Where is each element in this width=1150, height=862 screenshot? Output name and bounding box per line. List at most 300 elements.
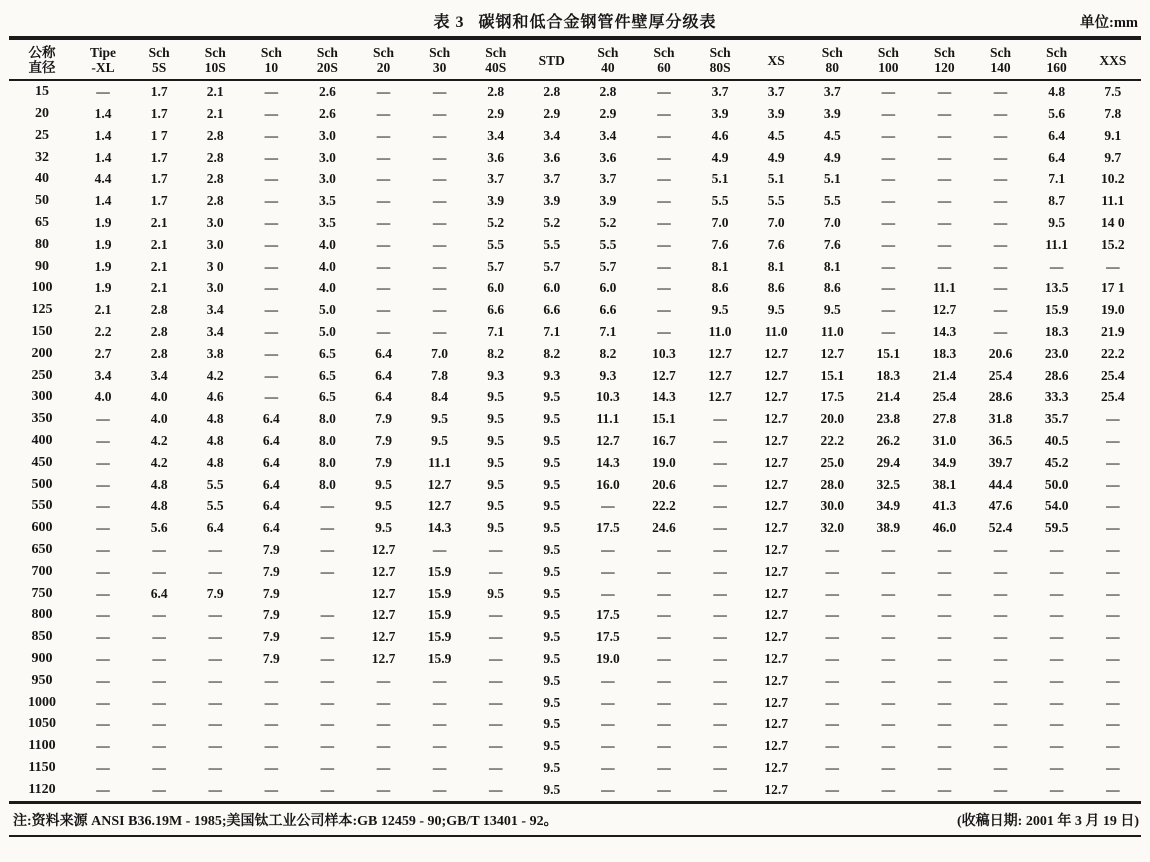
table-cell: 4.6 [206,389,224,405]
table-cell: 10.2 [1101,171,1125,187]
table-cell: — [937,694,952,710]
table-cell: 2.1 [150,215,168,230]
row-label-dn: 400 [31,432,53,448]
table-cell: — [96,411,110,427]
table-cell: — [152,672,166,688]
table-cell: 3.7 [823,84,841,100]
table-cell: — [432,672,447,688]
table-cell: 4.4 [94,171,112,187]
table-cell: — [432,149,447,165]
table-cell: — [264,84,279,100]
table-cell: — [208,759,222,775]
table-cell: — [320,650,335,666]
schedule-table-wrap [9,36,1141,804]
table-cell: — [993,781,1008,797]
table-cell: — [208,672,222,688]
table-cell: 3.0 [206,236,224,252]
table-cell: 32.0 [820,520,845,536]
column-header: Sch 100 [860,38,916,80]
table-cell: 12.7 [764,345,788,361]
table-cell: 2.8 [543,84,561,100]
table-cell: — [993,127,1008,143]
table-cell: — [937,672,952,688]
table-cell: 4.0 [318,280,336,296]
page-title [122,9,1028,32]
table-cell: — [937,585,952,601]
table-cell: 5.2 [543,215,561,230]
table-cell: — [1106,498,1120,514]
table-cell: — [657,149,671,165]
column-header: Sch 40 [580,38,636,80]
table-cell: 9.1 [1104,127,1122,143]
table-cell: — [432,694,447,710]
table-cell: — [264,193,279,209]
table-cell: — [264,694,279,710]
table-cell: 1.7 [150,106,168,122]
table-cell: 7.0 [823,215,841,230]
table-cell: 12.7 [371,585,396,601]
table-cell: 9.5 [543,585,561,601]
table-cell: 3.0 [318,127,336,143]
table-cell: — [881,585,896,601]
table-cell: 7.9 [262,563,280,579]
table-cell: 12.7 [764,607,788,623]
table-cell: 1.4 [94,149,112,165]
table-cell: — [96,781,110,797]
table-cell: — [657,236,671,252]
table-cell: 7.1 [1048,171,1066,187]
table-cell: — [881,106,896,122]
table-cell: — [96,563,110,579]
table-cell: — [993,607,1008,623]
table-cell: — [208,694,222,710]
table-cell: — [657,106,671,122]
table-cell: 3.4 [150,367,168,383]
table-cell: 7.1 [487,323,505,339]
table-row [9,365,1141,387]
table-cell: 9.5 [487,476,505,492]
table-cell: 12.7 [371,607,396,623]
table-cell: — [713,520,727,536]
column-header: Sch 140 [973,38,1029,80]
table-cell: — [320,520,335,536]
table-cell: 7.9 [262,585,280,601]
table-cell: — [152,759,166,775]
table-cell: 34.9 [876,498,901,514]
table-cell: 3.9 [487,193,505,209]
table-cell: — [937,607,952,623]
table-cell: — [1106,476,1120,492]
table-cell: 6.4 [262,454,280,470]
table-cell: — [152,781,166,797]
table-cell: 9.5 [767,302,785,318]
column-header: Sch 120 [916,38,972,80]
table-cell: 6.4 [375,367,392,383]
table-cell: — [1049,781,1064,797]
table-cell: — [96,716,110,732]
table-cell: — [1106,759,1120,775]
table-cell: 7.6 [823,236,841,252]
table-cell: — [152,541,166,557]
table-cell: 2.8 [150,345,168,361]
table-cell: 9.5 [543,694,561,710]
table-cell: 19.0 [1101,302,1125,318]
table-cell: — [488,607,503,623]
table-cell: 6.5 [318,345,336,361]
table-cell: — [432,280,447,296]
table-cell: 18.3 [876,367,901,383]
table-cell: 31.8 [988,411,1013,427]
table-cell: — [320,629,335,645]
table-cell: 2.8 [487,84,505,100]
table-cell: 3.9 [599,193,617,209]
table-cell: 4.8 [206,454,224,470]
table-cell: — [376,672,391,688]
table-cell: — [208,541,222,557]
table-cell: — [993,302,1008,318]
column-header: Sch 20S [299,38,355,80]
table-cell: 7.0 [767,215,785,230]
table-cell: 9.5 [543,650,561,666]
row-label-dn: 1150 [28,759,56,775]
table-cell: — [713,759,727,775]
row-label-dn: 15 [35,84,49,100]
row-label-dn: 500 [31,476,53,492]
row-label-dn: 200 [31,345,53,361]
table-cell: — [432,716,447,732]
unit-label: 单位:mm [1080,15,1138,31]
table-cell: 14 0 [1101,215,1125,230]
table-cell: 9.5 [487,498,505,514]
footer-note-bar [9,804,1141,837]
table-cell: 11.1 [428,454,452,470]
table-cell: 9.5 [543,759,561,775]
table-cell: — [96,585,110,601]
table-cell: 8.6 [823,280,841,296]
table-cell: 8.2 [487,345,505,361]
table-cell: — [937,171,952,187]
column-header: STD [524,38,580,80]
table-cell: 1.9 [94,215,112,230]
table-cell: 9.5 [543,498,561,514]
table-cell: 31.0 [932,432,957,448]
table-cell: — [881,672,896,688]
table-cell: — [488,759,503,775]
table-cell: — [937,258,952,274]
table-cell: — [601,781,615,797]
table-cell: 23.0 [1044,345,1069,361]
table-cell: — [825,738,840,754]
table-cell: 4.9 [823,149,841,165]
table-cell: 1.7 [150,171,168,187]
table-cell: 10.3 [596,389,620,405]
table-cell: — [993,629,1008,645]
table-cell: 2.8 [206,149,224,165]
table-cell: — [657,302,671,318]
table-row [9,604,1141,626]
table-cell: — [376,236,391,252]
row-label-dn: 750 [31,585,53,601]
table-row [9,452,1141,474]
table-cell: 2.1 [206,106,224,122]
table-row [9,648,1141,670]
table-cell: 9.5 [543,563,561,579]
table-cell: 9.5 [543,672,561,688]
table-cell: 8.6 [711,280,729,296]
table-cell: — [993,280,1008,296]
table-cell: — [208,738,222,754]
table-cell: 28.6 [1044,367,1069,383]
table-cell: 5.5 [711,193,729,209]
table-cell: — [1049,629,1064,645]
table-cell: — [937,193,952,209]
table-cell: 9.5 [375,476,392,492]
table-cell: — [152,629,166,645]
table-row [9,626,1141,648]
table-cell: — [376,302,391,318]
table-cell: 9.3 [487,367,505,383]
table-cell: 2.6 [318,84,336,100]
table-cell: — [1106,454,1120,470]
table-cell: — [264,127,279,143]
table-cell: — [1106,541,1120,557]
table-cell: 3.6 [543,149,561,165]
table-cell: — [96,520,110,536]
row-label-dn: 65 [35,215,49,230]
table-cell: 4.5 [823,127,841,143]
table-cell: — [713,607,727,623]
table-cell: — [488,716,503,732]
table-cell: 11.1 [596,411,620,427]
table-cell: 7.6 [711,236,729,252]
table-cell: 15.9 [427,585,452,601]
table-cell: — [993,84,1008,100]
table-cell: 22.2 [1101,345,1125,361]
table-cell: 12.7 [371,629,396,645]
table-cell: 8.1 [767,258,785,274]
table-cell: — [376,759,391,775]
table-cell: 17.5 [596,607,620,623]
table-cell: 1.7 [150,84,168,100]
table-cell: — [881,193,896,209]
table-cell: 4.2 [150,454,168,470]
table-cell: 4.8 [150,476,168,492]
table-row [9,757,1141,779]
table-row [9,670,1141,692]
table-row [9,408,1141,430]
table-cell: — [825,672,840,688]
table-cell: — [657,629,671,645]
table-cell: 3.4 [206,323,224,339]
table-cell: 34.9 [932,454,957,470]
table-cell: 22.2 [820,432,845,448]
table-cell: — [657,563,671,579]
table-cell: 6.6 [487,302,505,318]
table-cell: 2.9 [487,106,505,122]
table-cell: — [937,541,952,557]
table-cell: — [881,323,896,339]
table-cell: 11.0 [708,323,732,339]
table-cell: 12.7 [427,498,452,514]
table-cell: 12.7 [764,498,788,514]
table-cell: 5.7 [599,258,617,274]
table-cell: 8.0 [318,476,336,492]
table-cell: 6.4 [262,432,280,448]
table-cell: — [1049,650,1064,666]
table-cell: 12.7 [764,411,788,427]
table-cell: 4.8 [150,498,168,514]
table-cell: 12.7 [371,541,396,557]
table-cell: 35.7 [1044,411,1069,427]
table-cell: 2.8 [206,127,224,143]
table-cell: 15.1 [876,345,901,361]
table-cell: — [376,258,391,274]
column-header: Sch 10S [187,38,243,80]
table-row [9,517,1141,539]
table-cell: 9.5 [543,520,561,536]
table-cell: 3.7 [543,171,561,187]
table-row [9,103,1141,125]
table-cell: 28.6 [988,389,1013,405]
table-cell: 19.0 [596,650,620,666]
table-cell: — [432,323,447,339]
table-cell: — [96,498,110,514]
table-cell: — [432,236,447,252]
table-cell: 12.7 [764,563,788,579]
table-cell: 40.5 [1044,432,1069,448]
table-cell: — [376,781,391,797]
table-cell: 17.5 [820,389,845,405]
table-cell: 9.5 [543,432,561,448]
table-cell: 28.0 [820,476,845,492]
table-cell: — [376,193,391,209]
row-label-dn: 1050 [28,716,56,732]
table-cell: — [488,541,503,557]
table-cell: — [1049,541,1064,557]
table-cell: — [881,563,896,579]
table-cell: 4.6 [711,127,729,143]
table-cell: — [825,716,840,732]
table-cell: — [993,694,1008,710]
table-cell: 9.5 [543,716,561,732]
table-cell: 6.4 [375,345,392,361]
table-cell: — [657,127,671,143]
table-cell: 2.8 [150,302,168,318]
table-cell: — [937,716,952,732]
table-cell: — [264,781,279,797]
table-cell: 4.0 [150,389,168,405]
table-cell: 6.0 [487,280,505,296]
table-cell: — [881,280,896,296]
table-cell: 23.8 [876,411,901,427]
table-cell: — [320,672,335,688]
table-cell: — [601,585,615,601]
table-cell: 9.5 [487,432,505,448]
table-cell: 9.5 [487,585,505,601]
table-cell: — [657,280,671,296]
table-cell: — [376,215,391,230]
table-cell: — [825,629,840,645]
row-label-dn: 650 [31,541,53,557]
table-cell: 15.9 [427,629,452,645]
table-cell: — [657,258,671,274]
table-cell: 39.7 [988,454,1013,470]
table-cell: 3.9 [543,193,561,209]
table-cell: 5.1 [767,171,785,187]
table-cell: — [825,759,840,775]
table-cell: — [993,541,1008,557]
table-cell: 15.9 [427,650,452,666]
table-cell: — [881,84,896,100]
row-label-dn: 100 [31,280,53,296]
pipe-wall-thickness-table [9,36,1141,804]
table-row [9,539,1141,561]
table-cell: 4.0 [318,236,336,252]
table-cell: — [432,193,447,209]
table-cell: — [376,84,391,100]
table-cell: — [937,563,952,579]
row-label-dn: 25 [35,127,49,143]
table-cell: 9.5 [543,738,561,754]
table-cell: 8.6 [767,280,785,296]
table-cell: 2.8 [206,193,224,209]
table-row [9,321,1141,343]
row-label-dn: 600 [31,520,53,536]
table-cell: 3.4 [206,302,224,318]
table-cell: 9.5 [487,411,505,427]
table-cell: 11.1 [933,280,956,296]
table-cell: 9.3 [599,367,617,383]
table-cell: 15.9 [427,563,452,579]
table-cell: 20.6 [652,476,676,492]
table-cell: 3.7 [599,171,617,187]
table-cell: — [320,498,335,514]
table-row [9,430,1141,452]
table-cell: — [152,738,166,754]
table-cell: 2.7 [94,345,112,361]
row-label-dn: 950 [31,672,53,688]
row-label-dn: 50 [35,193,49,209]
table-cell: — [96,476,110,492]
table-cell: — [1106,716,1120,732]
table-cell: 29.4 [876,454,901,470]
table-cell: 12.7 [764,585,788,601]
table-cell: 12.7 [764,389,788,405]
table-cell: — [1106,432,1120,448]
table-cell: 7.1 [543,323,561,339]
table-cell: 2.8 [599,84,617,100]
table-cell: 6.0 [543,280,561,296]
table-cell: 4.0 [318,258,336,274]
table-cell: — [264,738,279,754]
table-cell: 9.5 [487,454,505,470]
table-cell: — [376,106,391,122]
table-cell: — [657,650,671,666]
table-cell: — [264,106,279,122]
table-cell: 25.0 [820,454,845,470]
table-cell: — [1106,563,1120,579]
table-cell: — [264,149,279,165]
table-cell: 7.9 [262,650,280,666]
column-header: Sch 80 [804,38,860,80]
table-cell: — [488,781,503,797]
row-label-dn: 40 [35,171,49,187]
table-cell: 30.0 [820,498,845,514]
table-header-row [9,38,1141,80]
row-label-dn: 700 [31,563,53,579]
table-cell: 16.7 [652,432,676,448]
table-cell: 15.9 [427,607,452,623]
